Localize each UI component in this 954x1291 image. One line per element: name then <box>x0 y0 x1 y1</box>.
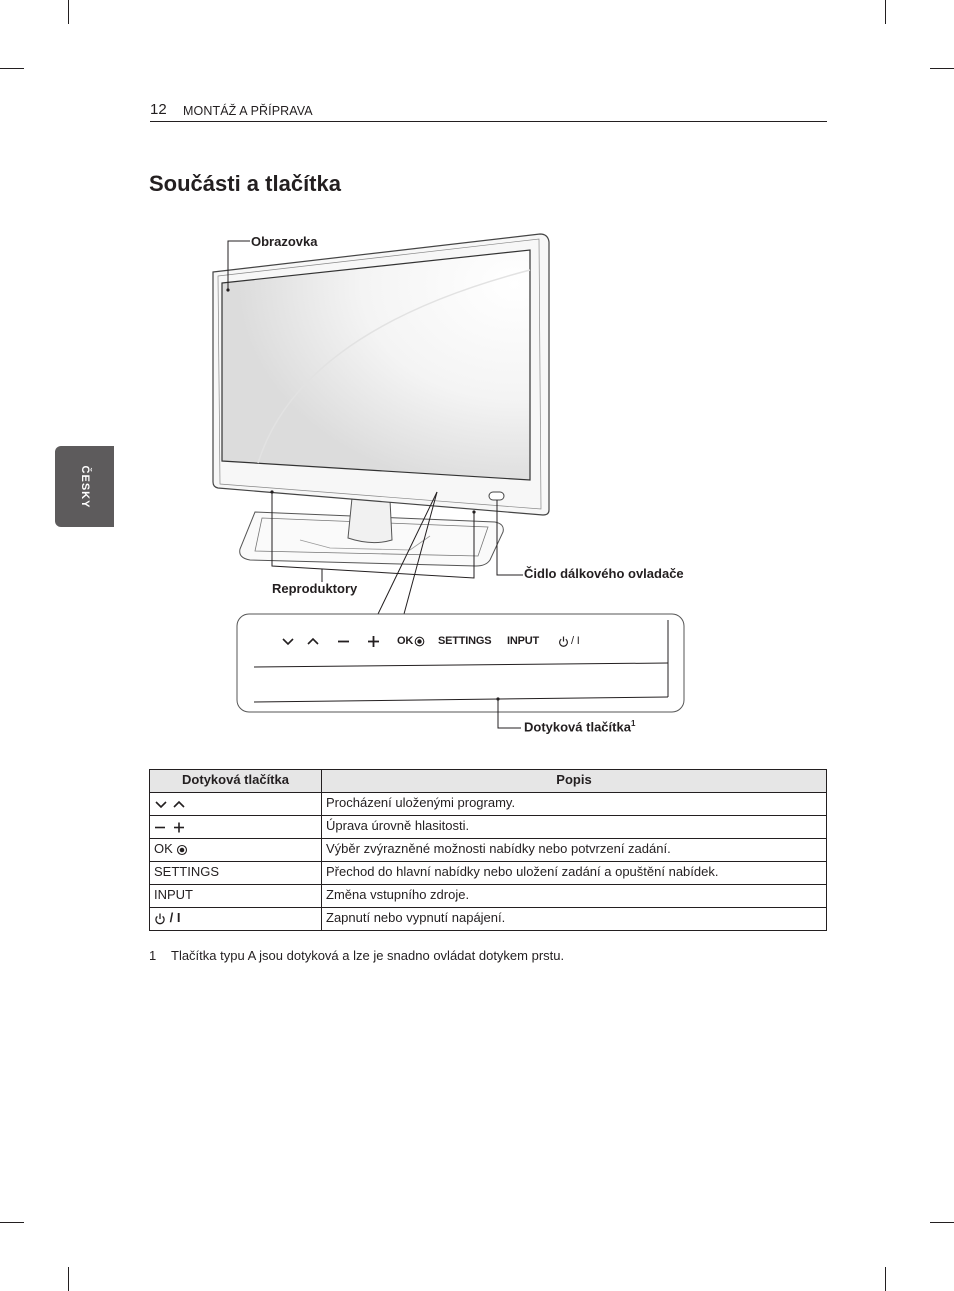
table-header-row <box>150 770 827 793</box>
input-button[interactable]: INPUT <box>507 635 540 647</box>
table-row <box>150 793 827 816</box>
crop-mark <box>0 1222 24 1223</box>
table-header-buttons: Dotyková tlačítka <box>150 770 322 793</box>
table-cell-button: INPUT <box>150 885 322 908</box>
page-heading: Součásti a tlačítka <box>149 171 341 196</box>
callout-screen: Obrazovka <box>251 234 318 249</box>
table-cell-description: Procházení uloženými programy. <box>322 793 827 816</box>
page-number: 12 <box>150 101 167 118</box>
callout-footnote-ref: 1 <box>630 719 636 728</box>
footnote <box>149 948 564 963</box>
table-cell-description: Přechod do hlavní nabídky nebo uložení zadání a opuštění nabídek. <box>322 862 827 885</box>
table-row <box>150 885 827 908</box>
table-row <box>150 862 827 885</box>
table-cell-description: Zapnutí nebo vypnutí napájení. <box>322 908 827 931</box>
crop-mark <box>885 1267 886 1291</box>
chevron-down-icon[interactable] <box>282 635 294 647</box>
table-cell-button <box>150 839 322 862</box>
minus-plus-icon <box>154 821 188 833</box>
ok-dot-icon <box>414 636 425 647</box>
ok-dot-icon <box>176 844 188 856</box>
chevron-up-icon[interactable] <box>307 635 319 647</box>
table-row <box>150 839 827 862</box>
chevron-down-up-icon <box>154 798 188 810</box>
table-cell-button-label: OK <box>154 841 173 856</box>
callout-touch-buttons <box>524 719 635 734</box>
footnote-text: Tlačítka typu A jsou dotyková a lze je snadno ovládat dotykem prstu. <box>171 948 565 963</box>
crop-mark <box>930 1222 954 1223</box>
settings-button[interactable]: SETTINGS <box>438 635 492 647</box>
ok-button[interactable]: OK <box>397 635 414 647</box>
language-tab-label: ČESKY <box>78 465 91 508</box>
callout-touch-buttons-label: Dotyková tlačítka <box>524 719 631 735</box>
plus-icon[interactable] <box>367 635 380 647</box>
table-cell-description: Změna vstupního zdroje. <box>322 885 827 908</box>
minus-icon[interactable] <box>337 635 350 647</box>
table-cell-description: Úprava úrovně hlasitosti. <box>322 816 827 839</box>
table-header-description: Popis <box>322 770 827 793</box>
crop-mark <box>68 1267 69 1291</box>
power-icon[interactable] <box>558 636 569 647</box>
section-title: MONTÁŽ A PŘÍPRAVA <box>183 104 313 118</box>
footnote-number: 1 <box>149 948 157 963</box>
table-cell-button <box>150 816 322 839</box>
table-row <box>150 908 827 931</box>
table-cell-button <box>150 793 322 816</box>
buttons-table <box>149 769 827 931</box>
table-cell-button <box>150 908 322 931</box>
power-separator: / I <box>571 635 580 647</box>
table-cell-button: SETTINGS <box>150 862 322 885</box>
table-row <box>150 816 827 839</box>
table-cell-button-label: / I <box>169 910 181 925</box>
table-cell-description: Výběr zvýrazněné možnosti nabídky nebo potvrzení zadání. <box>322 839 827 862</box>
callout-speakers: Reproduktory <box>272 581 358 596</box>
power-icon <box>154 913 166 925</box>
callout-remote-sensor: Čidlo dálkového ovladače <box>524 566 684 581</box>
